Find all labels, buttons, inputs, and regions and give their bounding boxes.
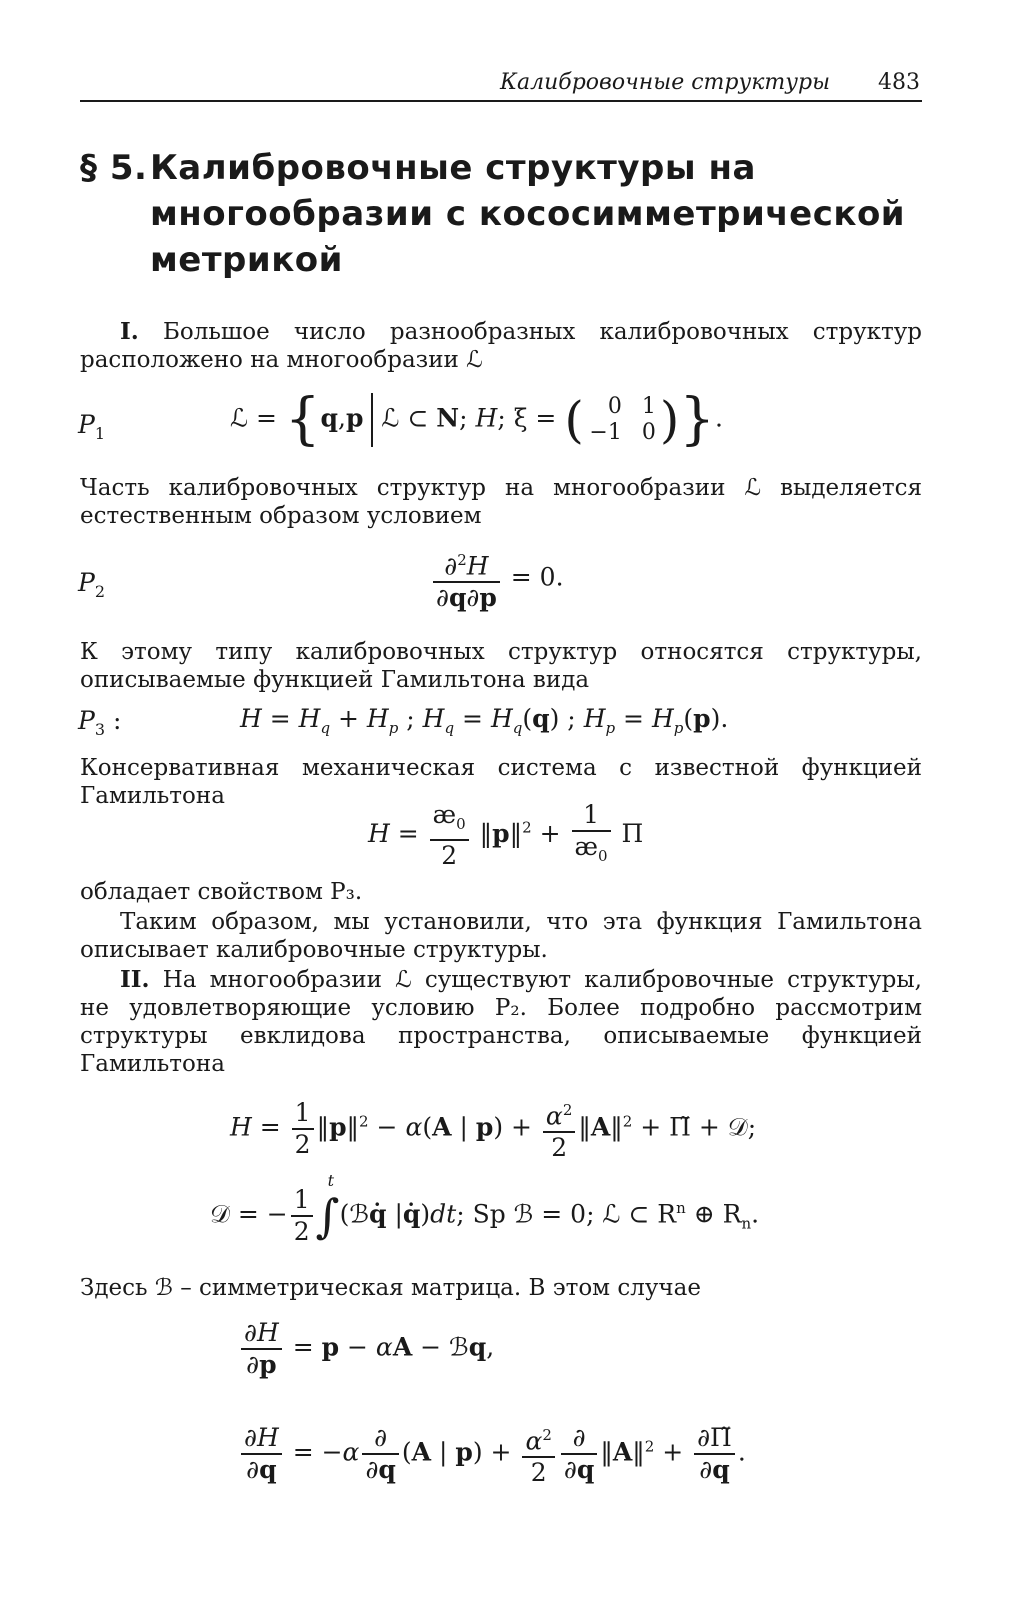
paragraph-1 [80, 318, 922, 374]
page-number: 483 [878, 70, 920, 95]
equation-hamiltonian-euclidean: H = $\frac{1}{2}$ ‖p‖$^2$ − α(A | p) + $\frac{\alpha^2}{2}$ ‖A‖$^2$ + Π̃ + 𝒟; [230, 1098, 757, 1163]
header-rule [80, 100, 922, 102]
paragraph-7 [80, 966, 922, 1078]
paragraph-7-text: На многообразии ℒ существуют калибровочные структуры, не удовлетворяющие условию P₂. Более подробно рассмотрим структуры евклидова пространства, описываемые функцией Гамильтона [80, 967, 922, 1077]
equation-d-integral: 𝒟 = − $\frac{1}{2}$ ∫ t (ℬq̇ |q̇)dt; Sp ℬ = 0; ℒ ⊂ $R^n$ ⊕ $R_n$. [210, 1171, 760, 1246]
paragraph-6: Таким образом, мы установили, что эта функция Гамильтона описывает калибровочные структуры. [80, 909, 922, 963]
paragraph-1-text: Большое число разнообразных калибровочных структур расположено на многообразии ℒ [80, 319, 922, 373]
paragraph-3: К этому типу калибровочных структур относятся структуры, описываемые функцией Гамильтона вида [80, 639, 922, 693]
paragraph-5: обладает свойством P₃. [80, 879, 363, 905]
equation-p3: $H = H_q + H_p$ ; $H_q = H_q(q)$ ; $H_p = H_p(p)$. [240, 704, 729, 737]
running-header [80, 70, 920, 100]
paragraph-2: Часть калибровочных структур на многообразии ℒ выделяется естественным образом условием [80, 475, 922, 529]
paragraph-7-label: II. [120, 966, 150, 993]
section-number: § 5. [80, 148, 148, 188]
equation-label-p1: $P_1$ [78, 410, 106, 443]
equation-dh-dp: $\frac{\partial H}{\partial p}$ = p − αA − ℬq, [238, 1318, 494, 1380]
equation-dh-dq: $\frac{\partial H}{\partial q}$ = −α $\frac{\partial}{\partial q}$ (A | p) + $\frac{\alpha^2}{2}$ $\frac{\partial}{\partial q}$ ‖A‖$^2$ + $\frac{\partial\Pĩ}{\partial q}$ . [238, 1420, 746, 1488]
paragraph-1-label: I. [120, 318, 139, 345]
equation-hamiltonian-conservative: H = $\frac{æ_0}{2}$ ‖p‖$^2$ + $\frac{1}{æ_0}$ Π [368, 800, 644, 870]
running-title: Калибровочные структуры [499, 70, 830, 95]
paragraph-4: Консервативная механическая система с известной функцией Гамильтона [80, 755, 922, 809]
section-title: Калибровочные структуры на многообразии с кососимметрической метрикой [150, 148, 906, 280]
equation-p2: $\frac{\partial^2H}{\partial q\partial p}$ = 0. [430, 545, 564, 613]
equation-label-p2: $P_2$ [78, 568, 106, 601]
equation-label-p3: $P_3$ : [78, 706, 122, 739]
paragraph-8: Здесь ℬ – симметрическая матрица. В этом случае [80, 1275, 701, 1301]
equation-p1: ℒ = {q,p ℒ ⊂ N; H; ξ = ( 0 1 −1 0 )}. [230, 387, 723, 452]
